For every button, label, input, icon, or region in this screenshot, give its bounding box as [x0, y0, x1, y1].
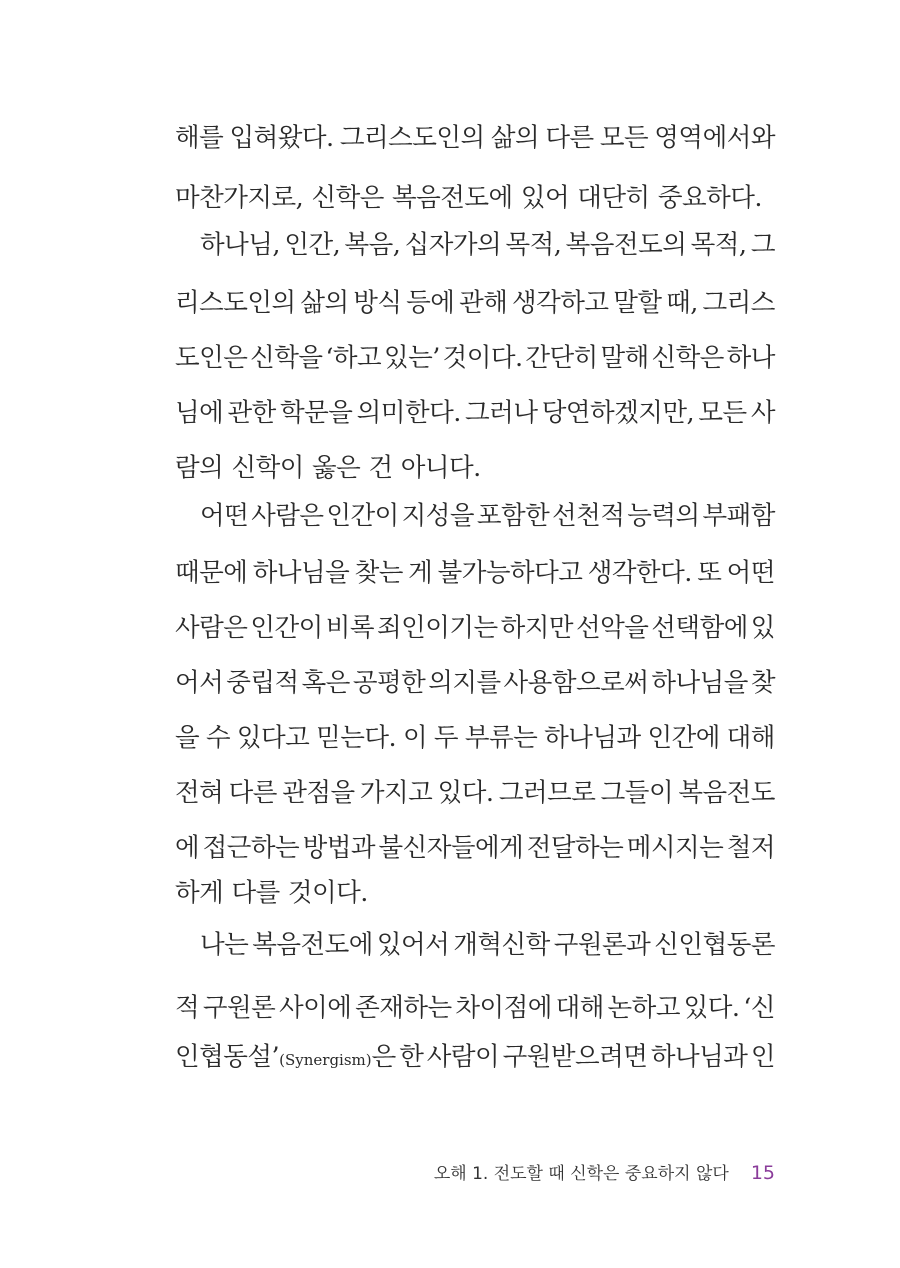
text-line: 에 접근하는 방법과 불신자들에게 전달하는 메시지는 철저 [175, 833, 775, 863]
text-line: 해를 입혀왔다. 그리스도인의 삶의 다른 모든 영역에서와 [175, 123, 775, 153]
text-line: 나는 복음전도에 있어서 개혁신학 구원론과 신인협동론 [200, 930, 775, 960]
text-line: 어떤 사람은 인간이 지성을 포함한 선천적 능력의 부패함 [200, 501, 775, 531]
text-line: 하게 다를 것이다. [175, 878, 368, 908]
text-line: 도인은 신학을 ‘하고 있는’ 것이다. 간단히 말해 신학은 하나 [175, 343, 775, 373]
text-line: 때문에 하나님을 찾는 게 불가능하다고 생각한다. 또 어떤 [175, 558, 775, 588]
running-title: 오해 1. 전도할 때 신학은 중요하지 않다 [433, 1164, 729, 1184]
text-line: 사람은 인간이 비록 죄인이기는 하지만 선악을 선택함에 있 [175, 613, 775, 643]
running-footer [434, 1158, 775, 1188]
text-line: 람의 신학이 옳은 건 아니다. [175, 453, 481, 483]
text-line: 마찬가지로, 신학은 복음전도에 있어 대단히 중요하다. [175, 183, 762, 213]
text-line: 적 구원론 사이에 존재하는 차이점에 대해 논하고 있다. ‘신 [175, 993, 775, 1023]
text-line: 리스도인의 삶의 방식 등에 관해 생각하고 말할 때, 그리스 [175, 288, 775, 318]
text-line: 을 수 있다고 믿는다. 이 두 부류는 하나님과 인간에 대해 [175, 723, 775, 753]
text-line: 어서 중립적 혹은 공평한 의지를 사용함으로써 하나님을 찾 [175, 668, 775, 698]
text-line: 님에 관한 학문을 의미한다. 그러나 당연하겠지만, 모든 사 [175, 398, 775, 428]
text-line: 인협동설’(Synergism)은 한 사람이 구원받으려면 하나님과 인 [175, 1042, 775, 1072]
text-line: 하나님, 인간, 복음, 십자가의 목적, 복음전도의 목적, 그 [200, 230, 775, 260]
page-number: 15 [750, 1162, 775, 1184]
text-line: 전혀 다른 관점을 가지고 있다. 그러므로 그들이 복음전도 [175, 778, 775, 808]
